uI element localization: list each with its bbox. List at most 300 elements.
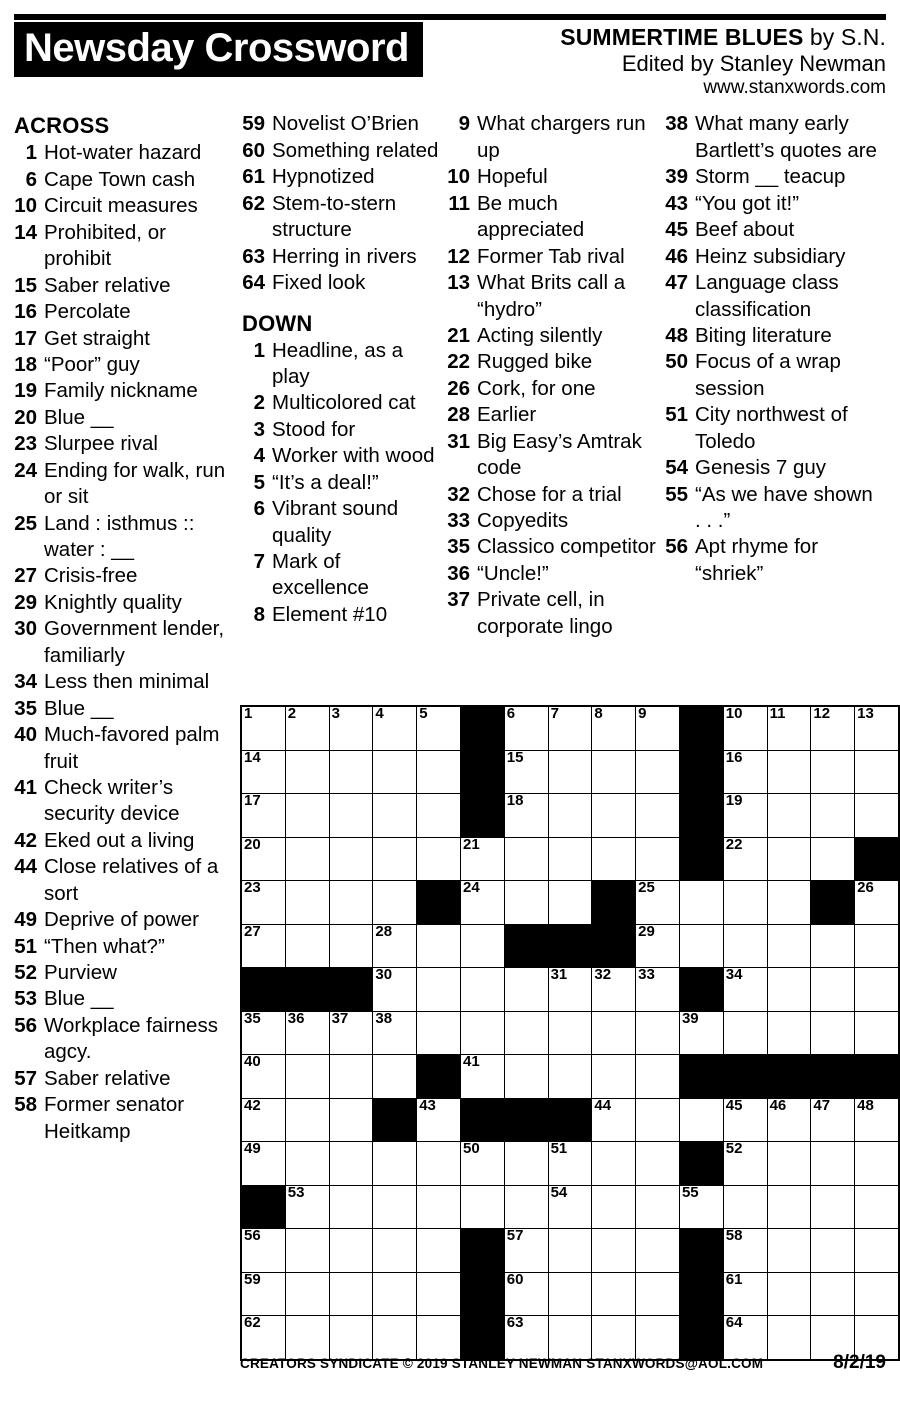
across-clue-text: Circuit measures bbox=[44, 194, 198, 218]
down-clue-number: 55 bbox=[665, 482, 688, 506]
grid-cell[interactable] bbox=[548, 794, 592, 838]
grid-cell[interactable] bbox=[811, 1098, 855, 1142]
grid-cell[interactable] bbox=[460, 968, 504, 1012]
down-clue-item[interactable] bbox=[447, 323, 659, 349]
grid-cell[interactable] bbox=[679, 1011, 723, 1055]
across-clue-item[interactable] bbox=[14, 960, 236, 986]
grid-cell[interactable] bbox=[679, 881, 723, 925]
down-clue-item[interactable] bbox=[447, 191, 659, 244]
grid-cell[interactable] bbox=[241, 1142, 285, 1186]
grid-cell[interactable] bbox=[636, 881, 680, 925]
across-clue-text: Less then minimal bbox=[44, 670, 210, 694]
grid-cell[interactable] bbox=[592, 837, 636, 881]
down-clue-item[interactable] bbox=[242, 338, 441, 391]
grid-cell[interactable] bbox=[417, 1011, 461, 1055]
grid-cell[interactable] bbox=[504, 750, 548, 794]
grid-cell[interactable] bbox=[723, 1142, 767, 1186]
grid-cell[interactable] bbox=[811, 1011, 855, 1055]
grid-cell[interactable] bbox=[592, 750, 636, 794]
grid-cell-block bbox=[417, 1055, 461, 1099]
across-clue-item[interactable] bbox=[14, 696, 236, 722]
grid-cell[interactable] bbox=[504, 1229, 548, 1273]
grid-cell[interactable] bbox=[636, 706, 680, 750]
across-clue-item[interactable] bbox=[14, 352, 236, 378]
grid-cell[interactable] bbox=[460, 837, 504, 881]
grid-cell[interactable] bbox=[285, 1011, 329, 1055]
grid-cell[interactable] bbox=[855, 1272, 899, 1316]
down-clue-item[interactable] bbox=[665, 191, 878, 217]
grid-cell[interactable] bbox=[285, 1055, 329, 1099]
across-clue-item[interactable] bbox=[14, 140, 236, 166]
grid-cell-number: 4 bbox=[375, 705, 384, 722]
grid-cell[interactable] bbox=[329, 1055, 373, 1099]
grid-cell[interactable] bbox=[767, 924, 811, 968]
grid-cell[interactable] bbox=[548, 1185, 592, 1229]
down-clue-item[interactable] bbox=[665, 244, 878, 270]
grid-row bbox=[241, 1272, 899, 1316]
down-clue-item[interactable] bbox=[242, 549, 441, 602]
grid-cell[interactable] bbox=[417, 837, 461, 881]
grid-cell[interactable] bbox=[329, 750, 373, 794]
grid-cell[interactable] bbox=[723, 1011, 767, 1055]
grid-cell[interactable] bbox=[723, 1272, 767, 1316]
grid-row bbox=[241, 924, 899, 968]
grid-cell[interactable] bbox=[417, 1229, 461, 1273]
down-clue-item[interactable] bbox=[665, 270, 878, 323]
grid-cell[interactable] bbox=[855, 794, 899, 838]
down-clue-item[interactable] bbox=[665, 323, 878, 349]
across-clue-item[interactable] bbox=[14, 669, 236, 695]
across-clue-item[interactable] bbox=[242, 191, 441, 244]
grid-cell-number: 56 bbox=[244, 1227, 261, 1244]
grid-cell-number: 55 bbox=[681, 1183, 699, 1201]
grid-cell-block bbox=[592, 881, 636, 925]
grid-cell[interactable] bbox=[636, 968, 680, 1012]
grid-cell[interactable] bbox=[417, 924, 461, 968]
grid-cell[interactable] bbox=[767, 1272, 811, 1316]
down-clue-text: Acting silently bbox=[477, 323, 603, 347]
grid-cell[interactable] bbox=[504, 1011, 548, 1055]
grid-cell[interactable] bbox=[329, 1142, 373, 1186]
across-clue-text: Cape Town cash bbox=[44, 167, 196, 191]
grid-cell[interactable] bbox=[811, 750, 855, 794]
grid-cell[interactable] bbox=[723, 881, 767, 925]
grid-cell-block bbox=[679, 837, 723, 881]
grid-cell[interactable] bbox=[329, 794, 373, 838]
down-clue-item[interactable] bbox=[447, 508, 659, 534]
grid-cell[interactable] bbox=[329, 924, 373, 968]
down-clue-item[interactable] bbox=[665, 217, 878, 243]
across-clue-item[interactable] bbox=[14, 616, 236, 669]
down-clue-text: Beef about bbox=[695, 218, 795, 242]
grid-cell[interactable] bbox=[811, 1142, 855, 1186]
across-clue-item[interactable] bbox=[14, 934, 236, 960]
across-clue-item[interactable] bbox=[14, 854, 236, 907]
grid-cell[interactable] bbox=[417, 750, 461, 794]
grid-cell[interactable] bbox=[460, 1185, 504, 1229]
grid-cell-number: 12 bbox=[813, 705, 831, 722]
puzzle-byline: by S.N. bbox=[803, 24, 886, 50]
grid-cell[interactable] bbox=[373, 706, 417, 750]
grid-cell[interactable] bbox=[285, 794, 329, 838]
down-clue-item[interactable] bbox=[665, 482, 878, 535]
grid-cell[interactable] bbox=[811, 706, 855, 750]
across-clue-item[interactable] bbox=[242, 111, 441, 137]
across-clue-text: Something related bbox=[272, 138, 439, 162]
grid-cell[interactable] bbox=[636, 794, 680, 838]
grid-cell[interactable] bbox=[504, 1055, 548, 1099]
grid-cell[interactable] bbox=[855, 1142, 899, 1186]
grid-cell[interactable] bbox=[285, 1185, 329, 1229]
grid-cell[interactable] bbox=[679, 1185, 723, 1229]
down-clue-number: 7 bbox=[253, 550, 265, 574]
across-clue-item[interactable] bbox=[14, 986, 236, 1012]
across-clue-text: Family nickname bbox=[44, 379, 198, 403]
grid-cell[interactable] bbox=[504, 1272, 548, 1316]
grid-cell[interactable] bbox=[241, 706, 285, 750]
grid-cell[interactable] bbox=[723, 968, 767, 1012]
grid-cell[interactable] bbox=[329, 1272, 373, 1316]
grid-cell[interactable] bbox=[592, 1142, 636, 1186]
grid-cell[interactable] bbox=[285, 924, 329, 968]
grid-cell[interactable] bbox=[592, 1185, 636, 1229]
down-clue-item[interactable] bbox=[242, 470, 441, 496]
down-clue-item[interactable] bbox=[447, 349, 659, 375]
across-clue-number: 6 bbox=[25, 167, 37, 191]
grid-cell-number: 20 bbox=[244, 835, 261, 853]
grid-cell[interactable] bbox=[241, 1229, 285, 1273]
grid-row bbox=[241, 794, 899, 838]
grid-cell[interactable] bbox=[373, 1185, 417, 1229]
grid-cell[interactable] bbox=[329, 1185, 373, 1229]
grid-cell[interactable] bbox=[504, 794, 548, 838]
grid-cell[interactable] bbox=[723, 837, 767, 881]
grid-cell[interactable] bbox=[241, 1055, 285, 1099]
across-clue-item[interactable] bbox=[14, 1092, 236, 1145]
grid-cell[interactable] bbox=[373, 1011, 417, 1055]
across-clue-item[interactable] bbox=[14, 511, 236, 564]
across-clue-item[interactable] bbox=[14, 193, 236, 219]
grid-cell[interactable] bbox=[767, 1229, 811, 1273]
grid-cell[interactable] bbox=[811, 1185, 855, 1229]
grid-row bbox=[241, 1142, 899, 1186]
grid-cell[interactable] bbox=[592, 1272, 636, 1316]
down-clue-text: Apt rhyme for “shriek” bbox=[695, 535, 819, 585]
grid-cell[interactable] bbox=[636, 1142, 680, 1186]
grid-cell[interactable] bbox=[679, 924, 723, 968]
grid-cell[interactable] bbox=[504, 837, 548, 881]
grid-cell[interactable] bbox=[811, 1229, 855, 1273]
across-clue-item[interactable] bbox=[242, 244, 441, 270]
grid-cell[interactable] bbox=[548, 1011, 592, 1055]
grid-cell-number: 39 bbox=[681, 1009, 699, 1027]
grid-cell[interactable] bbox=[504, 1142, 548, 1186]
grid-cell-number: 19 bbox=[725, 792, 743, 809]
grid-cell[interactable] bbox=[285, 750, 329, 794]
grid-cell[interactable] bbox=[548, 1142, 592, 1186]
grid-cell[interactable] bbox=[592, 1011, 636, 1055]
down-clue-number: 38 bbox=[665, 112, 688, 136]
grid-cell[interactable] bbox=[548, 881, 592, 925]
grid-cell[interactable] bbox=[241, 1272, 285, 1316]
grid-cell[interactable] bbox=[329, 1229, 373, 1273]
across-clue-item[interactable] bbox=[14, 273, 236, 299]
grid-cell[interactable] bbox=[373, 881, 417, 925]
across-clue-list-1 bbox=[14, 140, 236, 1145]
grid-cell[interactable] bbox=[329, 881, 373, 925]
down-clue-item[interactable] bbox=[242, 443, 441, 469]
grid-cell[interactable] bbox=[460, 1011, 504, 1055]
grid-cell-block bbox=[504, 1098, 548, 1142]
down-clue-number: 26 bbox=[447, 376, 470, 400]
grid-cell-block bbox=[811, 1055, 855, 1099]
down-clue-item[interactable] bbox=[665, 534, 878, 587]
down-clue-item[interactable] bbox=[665, 164, 878, 190]
grid-cell[interactable] bbox=[855, 1229, 899, 1273]
grid-cell[interactable] bbox=[417, 794, 461, 838]
grid-cell-block bbox=[679, 750, 723, 794]
grid-cell[interactable] bbox=[373, 1055, 417, 1099]
across-clue-item[interactable] bbox=[14, 775, 236, 828]
grid-cell[interactable] bbox=[855, 706, 899, 750]
across-clue-item[interactable] bbox=[14, 326, 236, 352]
grid-cell[interactable] bbox=[592, 706, 636, 750]
grid-cell[interactable] bbox=[548, 706, 592, 750]
down-clue-item[interactable] bbox=[447, 244, 659, 270]
grid-cell[interactable] bbox=[548, 1272, 592, 1316]
grid-cell[interactable] bbox=[241, 924, 285, 968]
grid-cell[interactable] bbox=[285, 837, 329, 881]
grid-cell[interactable] bbox=[504, 706, 548, 750]
grid-cell[interactable] bbox=[723, 794, 767, 838]
grid-cell[interactable] bbox=[811, 794, 855, 838]
grid-cell-block bbox=[548, 1098, 592, 1142]
grid-cell[interactable] bbox=[767, 1098, 811, 1142]
grid-cell[interactable] bbox=[767, 1011, 811, 1055]
masthead-title: Newsday Crossword bbox=[14, 22, 423, 77]
grid-cell-block bbox=[811, 881, 855, 925]
grid-cell[interactable] bbox=[723, 924, 767, 968]
down-clue-item[interactable] bbox=[447, 534, 659, 560]
grid-cell[interactable] bbox=[679, 1098, 723, 1142]
grid-cell[interactable] bbox=[373, 794, 417, 838]
across-clue-item[interactable] bbox=[14, 1066, 236, 1092]
grid-cell[interactable] bbox=[548, 750, 592, 794]
grid-cell[interactable] bbox=[636, 837, 680, 881]
grid-cell[interactable] bbox=[636, 1272, 680, 1316]
grid-cell-number: 58 bbox=[725, 1227, 743, 1244]
grid-cell[interactable] bbox=[241, 750, 285, 794]
grid-cell[interactable] bbox=[460, 1055, 504, 1099]
down-clue-item[interactable] bbox=[447, 429, 659, 482]
grid-cell[interactable] bbox=[592, 1229, 636, 1273]
grid-cell[interactable] bbox=[636, 924, 680, 968]
grid-cell[interactable] bbox=[285, 881, 329, 925]
grid-cell[interactable] bbox=[723, 1229, 767, 1273]
grid-cell[interactable] bbox=[767, 750, 811, 794]
across-clue-item[interactable] bbox=[14, 431, 236, 457]
grid-cell[interactable] bbox=[285, 1142, 329, 1186]
grid-cell[interactable] bbox=[767, 968, 811, 1012]
down-clue-item[interactable] bbox=[447, 587, 659, 640]
grid-cell[interactable] bbox=[285, 706, 329, 750]
grid-cell[interactable] bbox=[285, 1098, 329, 1142]
grid-cell[interactable] bbox=[548, 1229, 592, 1273]
grid-cell[interactable] bbox=[767, 794, 811, 838]
grid-cell[interactable] bbox=[636, 750, 680, 794]
grid-cell[interactable] bbox=[460, 881, 504, 925]
down-clue-item[interactable] bbox=[447, 402, 659, 428]
grid-cell[interactable] bbox=[636, 1098, 680, 1142]
across-clue-item[interactable] bbox=[14, 458, 236, 511]
down-clue-item[interactable] bbox=[665, 111, 878, 164]
grid-cell-number: 44 bbox=[594, 1096, 612, 1114]
grid-cell-block bbox=[679, 1272, 723, 1316]
grid-cell-number: 15 bbox=[506, 748, 524, 766]
down-clue-item[interactable] bbox=[447, 164, 659, 190]
grid-cell[interactable] bbox=[417, 706, 461, 750]
grid-cell[interactable] bbox=[855, 881, 899, 925]
grid-cell-number: 28 bbox=[375, 922, 393, 940]
grid-cell[interactable] bbox=[373, 1272, 417, 1316]
grid-cell[interactable] bbox=[592, 1055, 636, 1099]
across-clue-item[interactable] bbox=[14, 590, 236, 616]
down-clue-item[interactable] bbox=[242, 602, 441, 628]
grid-cell[interactable] bbox=[373, 924, 417, 968]
across-clue-item[interactable] bbox=[14, 405, 236, 431]
across-clue-item[interactable] bbox=[14, 1013, 236, 1066]
crossword-grid[interactable] bbox=[240, 705, 900, 1361]
down-clue-list-1 bbox=[242, 338, 441, 629]
across-clue-item[interactable] bbox=[14, 167, 236, 193]
grid-cell[interactable] bbox=[723, 750, 767, 794]
grid-cell[interactable] bbox=[373, 1142, 417, 1186]
across-clue-item[interactable] bbox=[14, 722, 236, 775]
grid-cell[interactable] bbox=[373, 968, 417, 1012]
down-clue-item[interactable] bbox=[665, 349, 878, 402]
across-clue-item[interactable] bbox=[14, 828, 236, 854]
grid-cell[interactable] bbox=[592, 968, 636, 1012]
grid-cell[interactable] bbox=[460, 924, 504, 968]
grid-cell[interactable] bbox=[855, 750, 899, 794]
grid-cell[interactable] bbox=[417, 1185, 461, 1229]
grid-cell[interactable] bbox=[504, 881, 548, 925]
grid-cell[interactable] bbox=[811, 1272, 855, 1316]
grid-cell[interactable] bbox=[767, 706, 811, 750]
grid-cell-block bbox=[679, 1055, 723, 1099]
grid-cell[interactable] bbox=[548, 837, 592, 881]
grid-cell[interactable] bbox=[636, 1011, 680, 1055]
grid-cell-block bbox=[855, 1055, 899, 1099]
down-clue-item[interactable] bbox=[242, 496, 441, 549]
grid-cell[interactable] bbox=[592, 794, 636, 838]
across-clue-item[interactable] bbox=[14, 563, 236, 589]
across-clue-item[interactable] bbox=[14, 299, 236, 325]
down-clue-text: Earlier bbox=[477, 403, 537, 427]
down-clue-item[interactable] bbox=[447, 111, 659, 164]
grid-cell[interactable] bbox=[504, 968, 548, 1012]
grid-cell[interactable] bbox=[373, 837, 417, 881]
grid-cell[interactable] bbox=[636, 1229, 680, 1273]
grid-cell[interactable] bbox=[329, 1011, 373, 1055]
down-clue-item[interactable] bbox=[447, 270, 659, 323]
grid-cell[interactable] bbox=[767, 1142, 811, 1186]
across-clue-item[interactable] bbox=[242, 138, 441, 164]
grid-cell[interactable] bbox=[767, 837, 811, 881]
grid-cell[interactable] bbox=[417, 1142, 461, 1186]
across-clue-item[interactable] bbox=[14, 907, 236, 933]
grid-cell[interactable] bbox=[723, 1098, 767, 1142]
grid-cell[interactable] bbox=[811, 924, 855, 968]
grid-cell[interactable] bbox=[723, 1185, 767, 1229]
grid-cell[interactable] bbox=[241, 1098, 285, 1142]
grid-cell[interactable] bbox=[460, 1142, 504, 1186]
grid-cell[interactable] bbox=[241, 794, 285, 838]
grid-cell[interactable] bbox=[855, 1098, 899, 1142]
grid-cell[interactable] bbox=[855, 968, 899, 1012]
grid-cell[interactable] bbox=[329, 1098, 373, 1142]
down-clue-item[interactable] bbox=[665, 455, 878, 481]
grid-cell[interactable] bbox=[548, 1055, 592, 1099]
grid-cell[interactable] bbox=[592, 1098, 636, 1142]
down-clue-item[interactable] bbox=[242, 390, 441, 416]
grid-cell[interactable] bbox=[636, 1055, 680, 1099]
grid-cell[interactable] bbox=[417, 968, 461, 1012]
grid-cell[interactable] bbox=[241, 1011, 285, 1055]
down-clue-item[interactable] bbox=[447, 376, 659, 402]
down-clue-item[interactable] bbox=[447, 561, 659, 587]
grid-cell[interactable] bbox=[767, 881, 811, 925]
down-clue-text: Hopeful bbox=[477, 165, 548, 189]
grid-cell[interactable] bbox=[767, 1185, 811, 1229]
down-clue-item[interactable] bbox=[242, 417, 441, 443]
grid-cell[interactable] bbox=[241, 881, 285, 925]
across-clue-item[interactable] bbox=[14, 220, 236, 273]
grid-cell[interactable] bbox=[855, 1011, 899, 1055]
down-clue-number: 50 bbox=[665, 350, 688, 374]
down-clue-number: 32 bbox=[447, 482, 470, 506]
grid-cell[interactable] bbox=[373, 1229, 417, 1273]
grid-cell[interactable] bbox=[855, 1185, 899, 1229]
down-clue-text: Headline, as a play bbox=[272, 338, 404, 388]
grid-cell[interactable] bbox=[636, 1185, 680, 1229]
grid-cell[interactable] bbox=[241, 837, 285, 881]
grid-cell[interactable] bbox=[417, 1098, 461, 1142]
grid-cell-number: 10 bbox=[725, 705, 743, 722]
grid-cell[interactable] bbox=[504, 1185, 548, 1229]
across-clue-item[interactable] bbox=[242, 164, 441, 190]
grid-cell[interactable] bbox=[329, 706, 373, 750]
grid-cell[interactable] bbox=[417, 1272, 461, 1316]
grid-cell[interactable] bbox=[373, 750, 417, 794]
puzzle-title bbox=[560, 24, 886, 51]
publication-date: 8/2/19 bbox=[833, 1352, 886, 1373]
grid-cell[interactable] bbox=[329, 837, 373, 881]
grid-cell[interactable] bbox=[548, 968, 592, 1012]
grid-cell[interactable] bbox=[811, 837, 855, 881]
down-clue-item[interactable] bbox=[447, 482, 659, 508]
across-clue-item[interactable] bbox=[242, 270, 441, 296]
down-clue-text: City northwest of Toledo bbox=[695, 403, 848, 453]
grid-cell[interactable] bbox=[285, 1229, 329, 1273]
grid-cell-number: 13 bbox=[857, 705, 874, 722]
grid-cell[interactable] bbox=[285, 1272, 329, 1316]
down-clue-item[interactable] bbox=[665, 402, 878, 455]
grid-cell[interactable] bbox=[811, 968, 855, 1012]
across-clue-text: Hot-water hazard bbox=[44, 141, 202, 165]
across-clue-item[interactable] bbox=[14, 378, 236, 404]
grid-cell[interactable] bbox=[723, 706, 767, 750]
